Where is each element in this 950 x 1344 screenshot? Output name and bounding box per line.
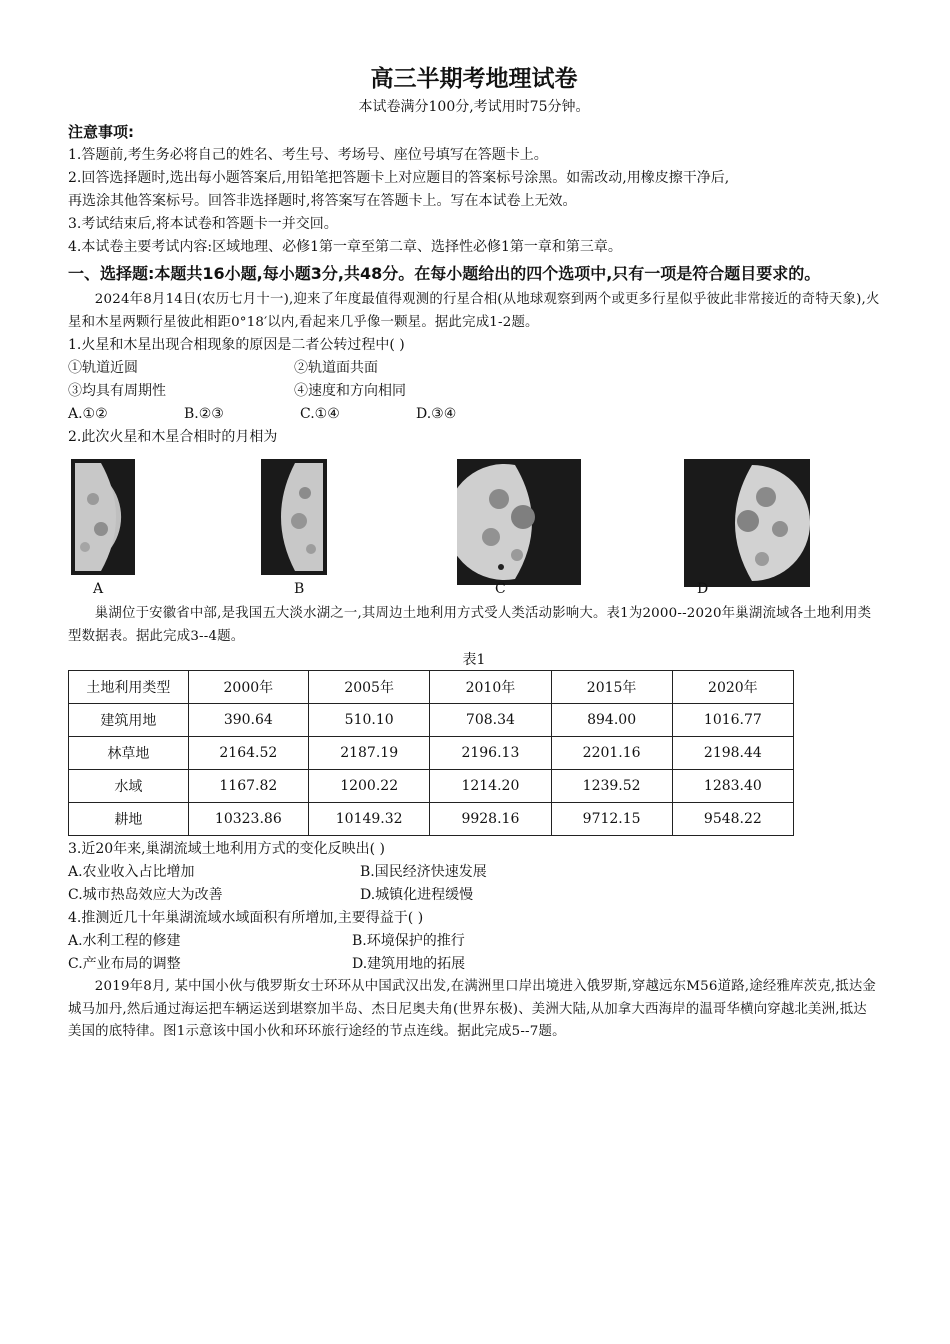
table-header-cell: 2010年 (430, 671, 551, 704)
moon-phase-a-image (71, 459, 135, 575)
q1-stem: 1.火星和木星出现合相现象的原因是二者公转过程中( ) (68, 337, 405, 353)
note-item: 1.答题前,考生务必将自己的姓名、考生号、考场号、座位号填写在答题卡上。 (68, 147, 548, 163)
passage-2: 巢湖位于安徽省中部,是我国五大淡水湖之一,其周边土地利用方式受人类活动影响大。表1为2000--2020年巢湖流域各土地利用类型数据表。据此完成3--4题。 (68, 606, 872, 644)
table-cell: 1167.82 (188, 770, 308, 803)
section-heading: 一、选择题:本题共16小题,每小题3分,共48分。在每小题给出的四个选项中,只有一项是符合题目要求的。 (68, 264, 821, 283)
q4-option-c: C.产业布局的调整 (68, 956, 181, 972)
moon-phase-d-image (684, 459, 810, 587)
q1-option-b: B.②③ (184, 406, 224, 422)
table-row (69, 737, 794, 770)
table-cell: 1016.77 (672, 704, 793, 737)
table-cell: 2164.52 (188, 737, 308, 770)
passage-1: 2024年8月14日(农历七月十一),迎来了年度最值得观测的行星合相(从地球观察到两个或更多行星似乎彼此非常接近的奇特天象),火星和木星两颗行星彼此相距0°18′以内,看起来几乎像一颗星。据此完成1-2题。 (68, 292, 880, 330)
table-cell: 1239.52 (551, 770, 672, 803)
table-header-cell: 2005年 (309, 671, 430, 704)
note-item: 4.本试卷主要考试内容:区域地理、必修1第一章至第二章、选择性必修1第一章和第三章。 (68, 239, 622, 255)
table-cell: 9712.15 (551, 803, 672, 836)
q1-options (68, 403, 880, 426)
note-item: 3.考试结束后,将本试卷和答题卡一并交回。 (68, 216, 338, 232)
exam-page (68, 62, 880, 1044)
table-cell: 2196.13 (430, 737, 551, 770)
table-row (69, 704, 794, 737)
moon-phase-b-image (261, 459, 327, 575)
q1-s4: ④速度和方向相同 (294, 383, 406, 399)
table-cell: 建筑用地 (69, 704, 189, 737)
moon-label-c: C (495, 581, 506, 597)
q3-option-d: D.城镇化进程缓慢 (360, 887, 474, 903)
q1-s3: ③均具有周期性 (68, 383, 166, 399)
q4-option-b: B.环境保护的推行 (352, 933, 465, 949)
page-title: 高三半期考地理试卷 (370, 66, 578, 92)
q1-option-c: C.①④ (300, 406, 340, 422)
moon-label-a: A (93, 581, 104, 597)
table-cell: 水域 (69, 770, 189, 803)
table-cell: 2201.16 (551, 737, 672, 770)
notes-heading: 注意事项: (68, 123, 134, 141)
moon-phase-figures (68, 453, 880, 603)
q1-option-d: D.③④ (416, 406, 457, 422)
table-cell: 10323.86 (188, 803, 308, 836)
q3-option-c: C.城市热岛效应大为改善 (68, 887, 223, 903)
q4-stem: 4.推测近几十年巢湖流域水域面积有所增加,主要得益于( ) (68, 910, 424, 926)
q4-option-d: D.建筑用地的拓展 (352, 956, 466, 972)
table-cell: 林草地 (69, 737, 189, 770)
q3-option-a: A.农业收入占比增加 (68, 864, 195, 880)
q3-stem: 3.近20年来,巢湖流域土地利用方式的变化反映出( ) (68, 841, 385, 857)
q1-statements-row2 (68, 380, 880, 403)
table-header-cell: 2020年 (672, 671, 793, 704)
q2-stem: 2.此次火星和木星合相时的月相为 (68, 429, 278, 445)
page-subtitle: 本试卷满分100分,考试用时75分钟。 (358, 99, 590, 115)
table-cell: 1200.22 (309, 770, 430, 803)
land-use-table (68, 670, 794, 836)
note-item: 再选涂其他答案标号。回答非选择题时,将答案写在答题卡上。写在本试卷上无效。 (68, 193, 577, 209)
moon-label-d: D (697, 581, 709, 597)
moon-phase-c-image (457, 459, 581, 585)
q4-options-row1 (68, 930, 880, 953)
note-item: 2.回答选择题时,选出每小题答案后,用铅笔把答题卡上对应题目的答案标号涂黑。如需改动,用橡皮擦干净后, (68, 170, 730, 186)
table-header-row (69, 671, 794, 704)
table-cell: 708.34 (430, 704, 551, 737)
q1-s2: ②轨道面共面 (294, 360, 378, 376)
q4-options-row2 (68, 953, 880, 976)
table-cell: 2187.19 (309, 737, 430, 770)
table-cell: 1214.20 (430, 770, 551, 803)
q1-statements-row1 (68, 357, 880, 380)
q4-option-a: A.水利工程的修建 (68, 933, 181, 949)
moon-label-b: B (294, 581, 305, 597)
q1-option-a: A.①② (68, 406, 108, 422)
q1-s1: ①轨道近圆 (68, 360, 138, 376)
table-header-cell: 2000年 (188, 671, 308, 704)
table-cell: 9928.16 (430, 803, 551, 836)
q3-options-row1 (68, 861, 880, 884)
table-header-cell: 土地利用类型 (69, 671, 189, 704)
table-cell: 10149.32 (309, 803, 430, 836)
table-cell: 2198.44 (672, 737, 793, 770)
table-cell: 耕地 (69, 803, 189, 836)
table-cell: 894.00 (551, 704, 672, 737)
table-cell: 390.64 (188, 704, 308, 737)
passage-3: 2019年8月, 某中国小伙与俄罗斯女士环环从中国武汉出发,在满洲里口岸出境进入俄罗斯,穿越远东M56道路,途经雅库茨克,抵达金城马加丹,然后通过海运把车辆运送到堪察加半岛、杰日尼奥夫角(世界东极)、美洲大陆,从加拿大西海岸的温哥华横向穿越北美洲,抵达美国的底特律。图1示意该中国小伙和环环旅行途经的节点连线。据此完成5--7题。 (68, 979, 877, 1039)
table-row (69, 770, 794, 803)
q3-options-row2 (68, 884, 880, 907)
q3-option-b: B.国民经济快速发展 (360, 864, 487, 880)
table-cell: 1283.40 (672, 770, 793, 803)
table-row (69, 803, 794, 836)
table-caption: 表1 (462, 652, 486, 668)
table-header-cell: 2015年 (551, 671, 672, 704)
table-cell: 9548.22 (672, 803, 793, 836)
table-cell: 510.10 (309, 704, 430, 737)
